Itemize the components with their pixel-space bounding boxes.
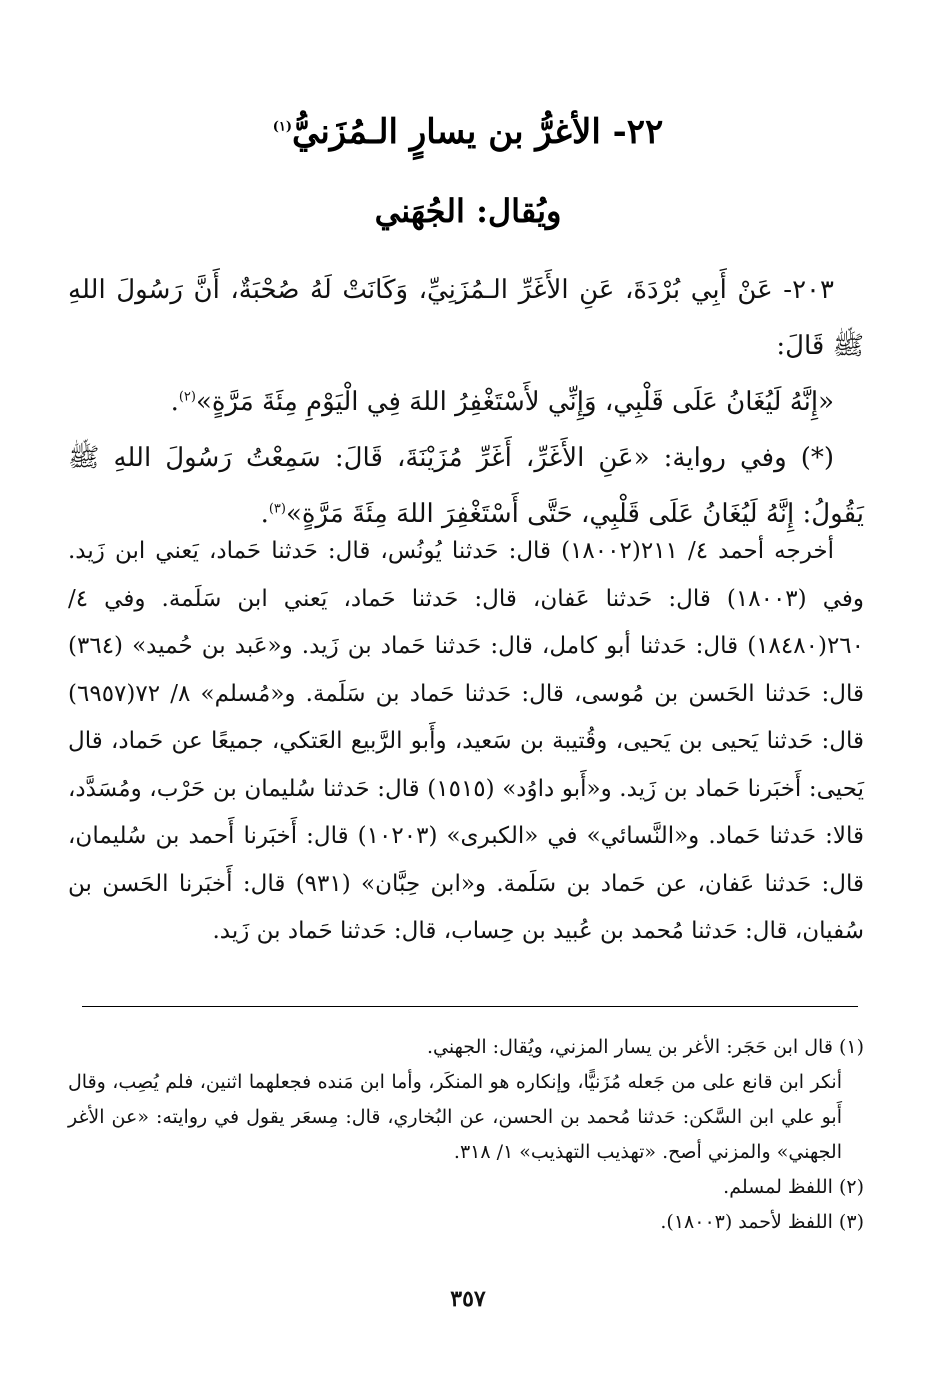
footnote-1: (١) قال ابن حَجَر: الأغر بن يسار المزني، ويُقال: الجهني. xyxy=(426,1036,864,1058)
variant-text: (*) وفي رواية: «عَنِ الأَغَرِّ، أَغَرِّ مُزَيْنَةَ، قَالَ: سَمِعْتُ رَسُولَ اللهِ ﷺ يَقُولُ: إِنَّهُ لَيُغَانُ عَلَى قَلْبِي، حَتَّى أَسْتَغْفِرَ اللهَ مِئَةَ مَرَّةٍ» xyxy=(68,443,864,529)
takhrij-text: أخرجه أحمد ٤/ ٢١١(١٨٠٠٢) قال: حَدثنا يُونُس، قال: حَدثنا حَماد، يَعني ابن زَيد. وفي (١٨٠٠٣) قال: حَدثنا عَفان، قال: حَدثنا حَماد، يَعني ابن سَلَمة. وفي ٤/ ٢٦٠(١٨٤٨٠) قال: حَدثنا أبو كامل، قال: حَدثنا حَماد بن زَيد. و«عَبد بن حُميد» (٣٦٤) قال: حَدثنا الحَسن بن مُوسى، قال: حَدثنا حَماد بن سَلَمة. و«مُسلم» ٨/ ٧٢(٦٩٥٧) قال: حَدثنا يَحيى بن يَحيى، وقُتيبة بن سَعيد، وأَبو الرَّبيع العَتكي، جميعًا عن حَماد، قال يَحيى: أَخبَرنا حَماد بن زَيد. و«أَبو داوُد» (١٥١٥) قال: حَدثنا سُليمان بن حَرْب، ومُسَدَّد، قالا: حَدثنا حَماد. و«النَّسائي» في «الكبرى» (١٠٢٠٣) قال: أَخبَرنا أَحمد بن سُليمان، قال: حَدثنا عَفان، عن حَماد بن سَلَمة. و«ابن حِبَّان» (٩٣١) قال: أَخبَرنا الحَسن بن سُفيان، قال: حَدثنا مُحمد بن عُبيد بن حِساب، قال: حَدثنا حَماد بن زَيد. xyxy=(68,538,864,944)
footnotes xyxy=(68,1030,864,1240)
takhrij-block xyxy=(68,528,864,956)
chapter-subtitle: ويُقال: الجُهَني xyxy=(374,192,562,230)
hadith-matn: «إِنَّهُ لَيُغَانُ عَلَى قَلْبِي، وَإِنِّي لأَسْتَغْفِرُ اللهَ فِي الْيَوْمِ مِئَةَ مَرَّةٍ»$^{(٢)}$. xyxy=(170,387,834,417)
hadith-text: «إِنَّهُ لَيُغَانُ عَلَى قَلْبِي، وَإِنِّي لأَسْتَغْفِرُ اللهَ فِي الْيَوْمِ مِئَةَ مَرَّةٍ» xyxy=(195,387,834,417)
hadith-variant: (*) وفي رواية: «عَنِ الأَغَرِّ، أَغَرِّ مُزَيْنَةَ، قَالَ: سَمِعْتُ رَسُولَ اللهِ ﷺ يَقُولُ: إِنَّهُ لَيُغَانُ عَلَى قَلْبِي، حَتَّى أَسْتَغْفِرَ اللهَ مِئَةَ مَرَّةٍ»$^{(٣)}$. xyxy=(68,443,864,529)
title-footnote-marker: (١) xyxy=(272,119,292,135)
hadith-block xyxy=(68,262,864,542)
footnote-divider xyxy=(82,1006,858,1007)
hadith-isnad: ٢٠٣- عَنْ أَبِي بُرْدَةَ، عَنِ الأَغَرِّ الـمُزَنِيِّ، وَكَانَتْ لَهُ صُحْبَةٌ، أَنَّ رَسُولَ اللهِ ﷺ قَالَ: xyxy=(68,275,864,361)
variant-footnote-marker: (٣) xyxy=(268,501,286,517)
footnote-3: (٣) اللفظ لأحمد (١٨٠٠٣). xyxy=(660,1211,864,1233)
page-number: ٣٥٧ xyxy=(450,1286,486,1312)
chapter-title xyxy=(0,112,936,152)
footnote-1-body: أنكر ابن قانع على من جَعله مُزَنيًّا، وإنكاره هو المنكَر، وأما ابن مَنده فجعلهما اثنين، فلم يُصِب، وقال أَبو علي ابن السَّكن: حَدثنا مُحمد بن الحسن، عن البُخاري، قال: مِسعَر يقول في روايته: «عن الأغر الجهني» والمزني أصح. «تهذيب التهذيب» ١/ ٣١٨. xyxy=(68,1071,842,1163)
chapter-title-text: ٢٢- الأغرُّ بن يسارٍ الـمُزَنيُّ xyxy=(292,112,664,152)
hadith-footnote-marker: (٢) xyxy=(178,389,196,405)
footnote-2: (٢) اللفظ لمسلم. xyxy=(723,1176,864,1198)
